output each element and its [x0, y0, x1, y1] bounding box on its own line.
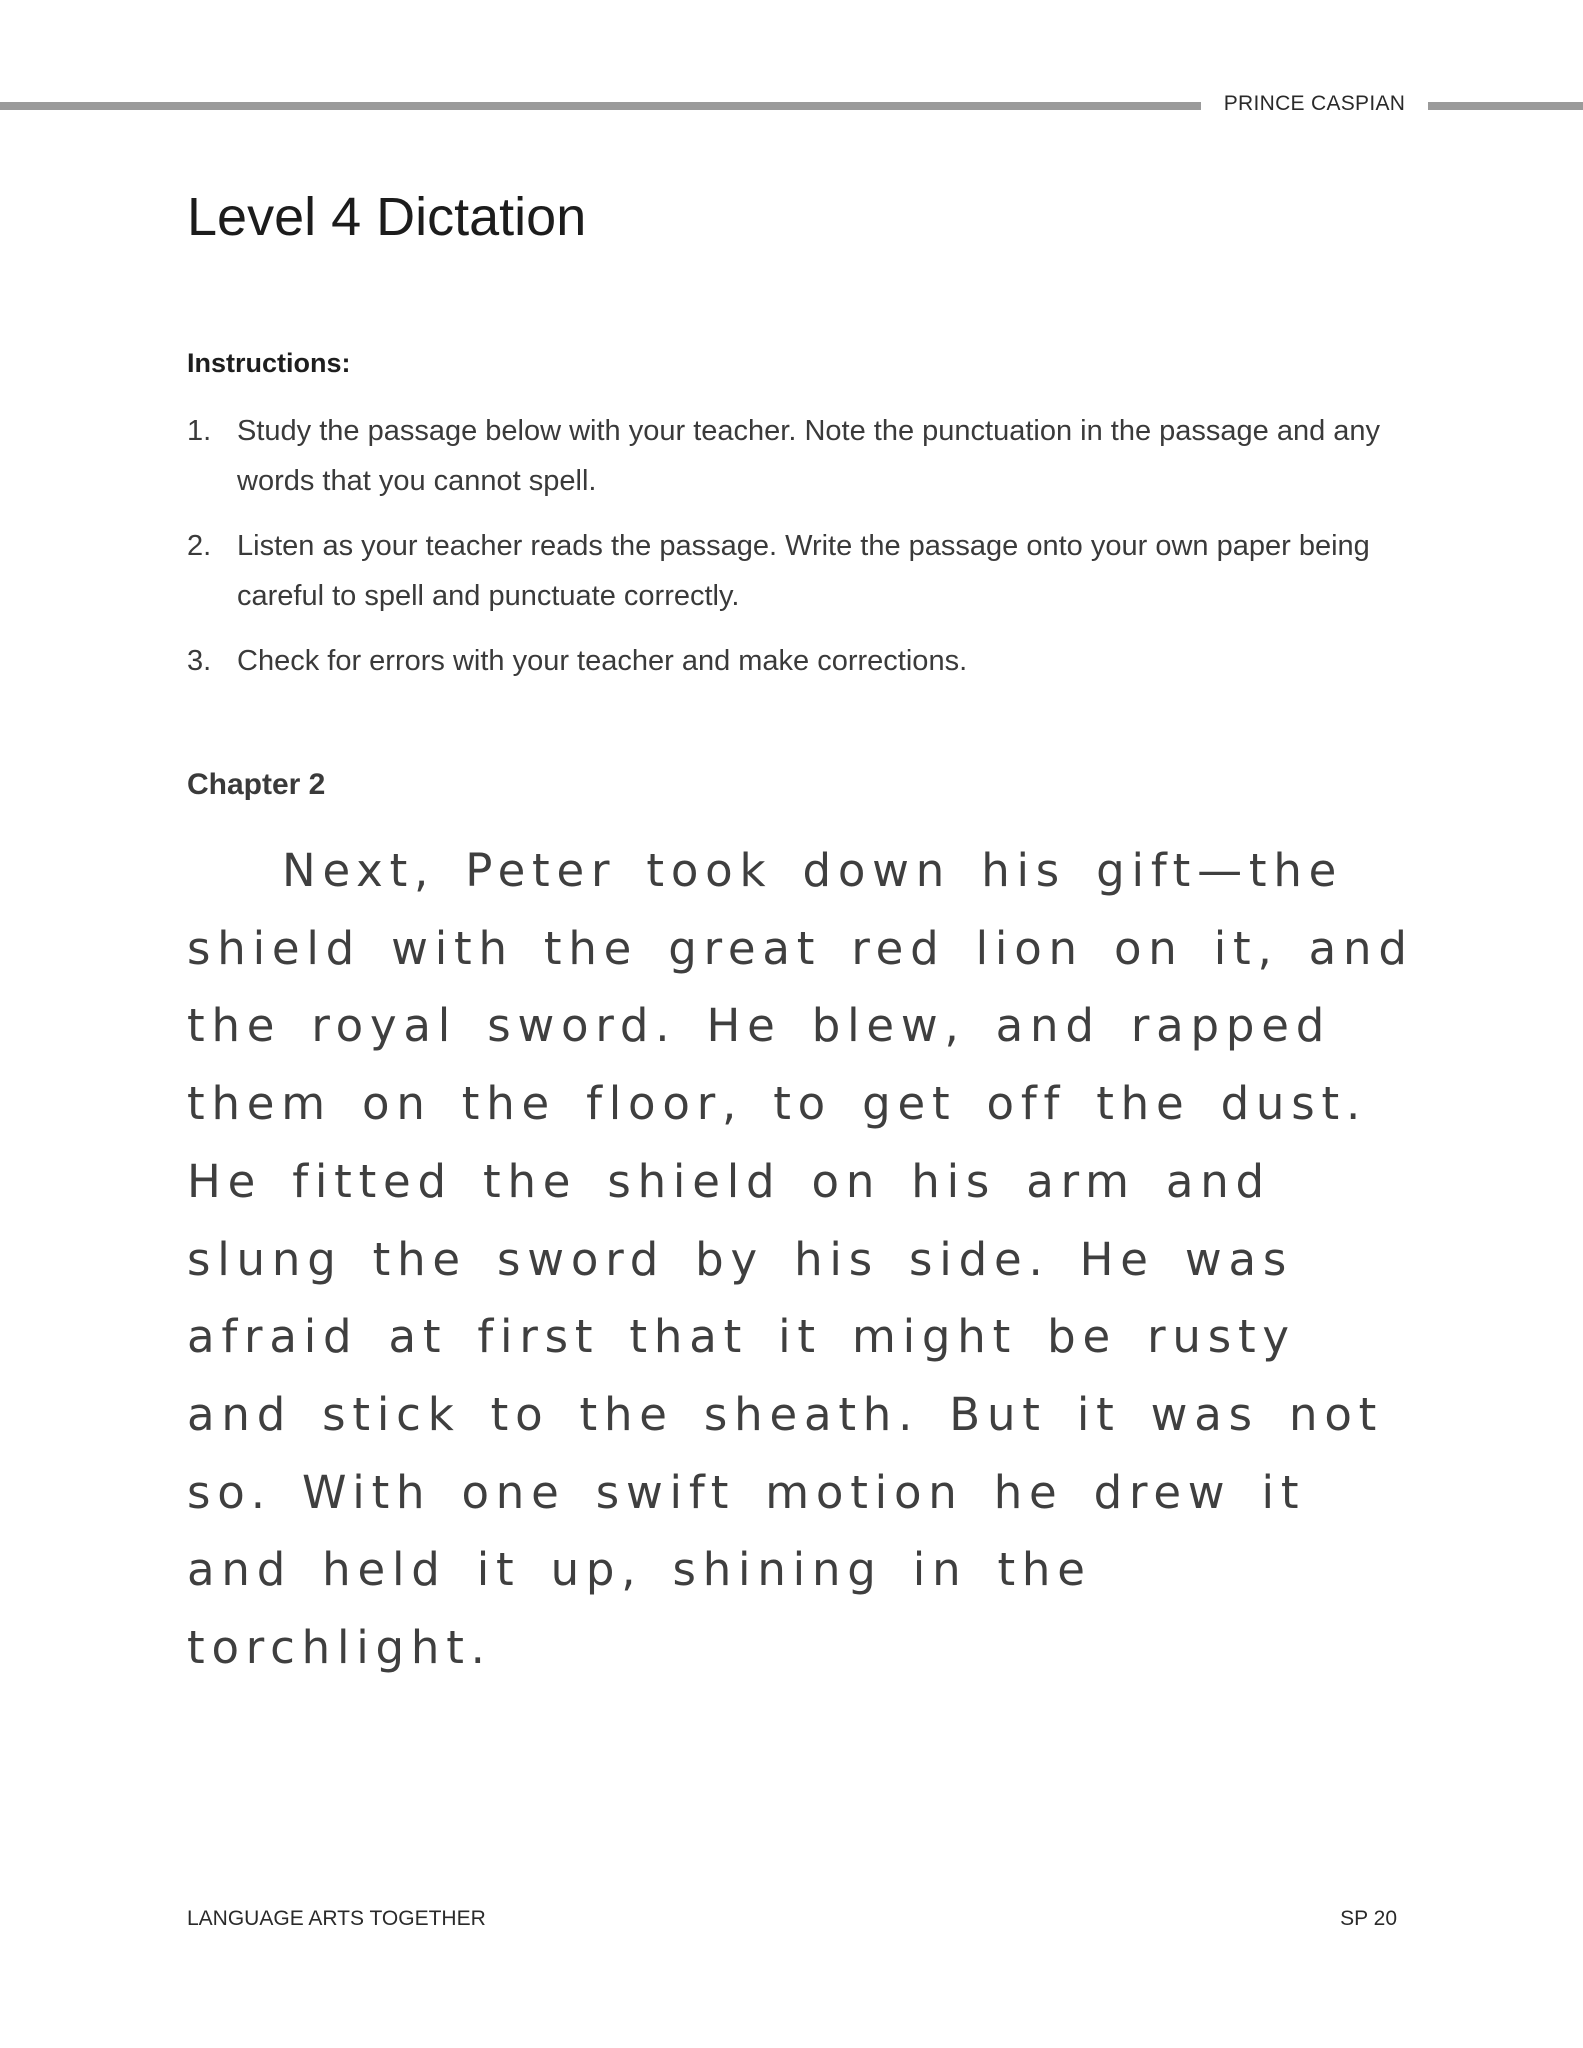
instruction-number: 3.	[187, 645, 212, 677]
instruction-item	[187, 521, 1397, 621]
instruction-text: Study the passage below with your teacher. Note the punctuation in the passage and any words that you cannot spell.	[237, 415, 1381, 497]
page-title: Level 4 Dictation	[187, 187, 587, 247]
header-rule-right	[1428, 102, 1583, 110]
instruction-number: 1.	[187, 415, 212, 447]
instruction-text: Listen as your teacher reads the passage. Write the passage onto your own paper being careful to spell and punctuate correctly.	[237, 530, 1370, 612]
chapter-heading: Chapter 2	[187, 768, 326, 801]
instructions-heading: Instructions:	[187, 348, 351, 378]
instruction-text: Check for errors with your teacher and make corrections.	[237, 645, 968, 677]
instruction-item	[187, 636, 1397, 686]
running-header-title: PRINCE CASPIAN	[1223, 92, 1406, 115]
instruction-number: 2.	[187, 530, 212, 562]
footer-book-title: LANGUAGE ARTS TOGETHER	[187, 1907, 486, 1930]
header-rule-left	[0, 102, 1201, 110]
instructions-list	[187, 406, 1397, 701]
footer-page-number: SP 20	[1340, 1907, 1397, 1930]
instruction-item	[187, 406, 1397, 506]
dictation-passage: Next, Peter took down his gift—the shield with the great red lion on it, and the royal sword. He blew, and rapped them on the floor, to get off the dust. He fitted the shield on his arm and slung the sword by his side. He was afraid at first that it might be rusty and stick to the sheath. But it was not so. With one swift motion he drew it and held it up, shining in the torchlight.	[187, 844, 1414, 1675]
